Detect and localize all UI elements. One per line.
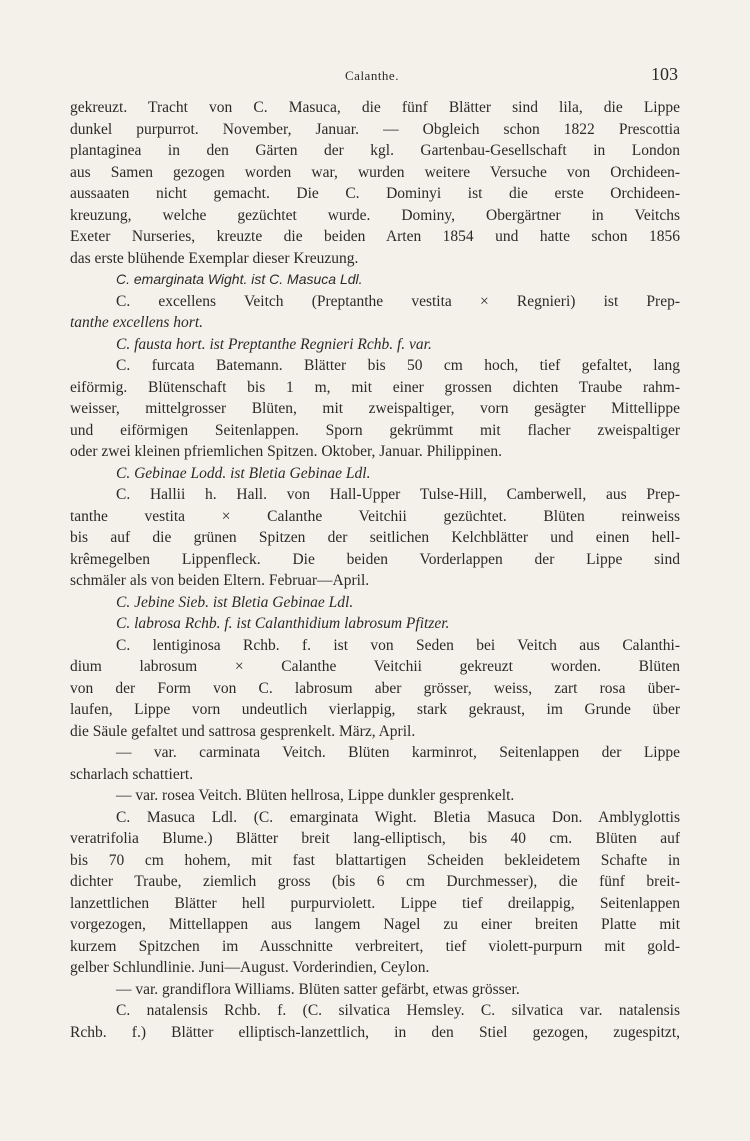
entry-line: C. excellens Veitch (Preptanthe vestita × Regnieri) ist Prep- [116, 292, 680, 310]
entry-line: — var. rosea Veitch. Blüten hellrosa, Lippe dunkler gesprenkelt. [116, 787, 515, 804]
text-line: tanthe excellens hort. [70, 314, 203, 331]
text-line: gelber Schlundlinie. Juni—August. Vorderindien, Ceylon. [70, 959, 430, 976]
page-header [0, 64, 750, 88]
text-line: schmäler als von beiden Eltern. Februar—April. [70, 572, 370, 589]
text-line: tanthe vestita × Calanthe Veitchii gezüchtet. Blüten reinweiss [70, 507, 680, 525]
text-line: aus Samen gezogen worden war, wurden weitere Versuche von Orchideen- [70, 163, 680, 181]
page-number: 103 [651, 64, 678, 84]
running-title: Calanthe. [345, 68, 399, 83]
entry-line: C. labrosa Rchb. f. ist Calanthidium labrosum Pfitzer. [116, 615, 450, 632]
text-line: oder zwei kleinen pfriemlichen Spitzen. Oktober, Januar. Philippinen. [70, 443, 502, 460]
text-line: dium labrosum × Calanthe Veitchii gekreuzt worden. Blüten [70, 658, 680, 675]
entry-line: C. furcata Batemann. Blätter bis 50 cm hoch, tief gefaltet, lang [116, 357, 680, 374]
entry-line: C. lentiginosa Rchb. f. ist von Seden bei Veitch aus Calanthi- [116, 636, 680, 654]
text-line: lanzettlichen Blätter hell purpurviolett. Lippe tief dreilappig, Seitenlappen [70, 894, 680, 912]
text-line: kurzem Spitzchen im Ausschnitte verbreitert, tief violett-purpurn mit gold- [70, 937, 680, 955]
text-line: das erste blühende Exemplar dieser Kreuzung. [70, 249, 359, 267]
text-line: krêmegelben Lippenfleck. Die beiden Vorderlappen der Lippe sind [70, 550, 680, 568]
text-line: laufen, Lippe vorn undeutlich vierlappig, stark gekraust, im Grunde über [70, 701, 680, 718]
entry-line: — var. grandiflora Williams. Blüten satter gefärbt, etwas grösser. [116, 980, 520, 998]
text-line: bis auf die grünen Spitzen der seitlichen Kelchblätter und einen hell- [70, 529, 680, 546]
text-line: dunkel purpurrot. November, Januar. — Obgleich schon 1822 Prescottia [70, 120, 680, 138]
text-line: die Säule gefaltet und sattrosa gesprenkelt. März, April. [70, 722, 416, 740]
entry-line: C. emarginata Wight. ist C. Masuca Ldl. [116, 271, 363, 287]
text-line: gekreuzt. Tracht von C. Masuca, die fünf Blätter sind lila, die Lippe [70, 99, 680, 116]
text-line: plantaginea in den Gärten der kgl. Gartenbau-Gesellschaft in London [70, 142, 680, 159]
text-line: bis 70 cm hohem, mit fast blattartigen Scheiden bekleidetem Schafte in [70, 851, 680, 869]
entry-line: C. Masuca Ldl. (C. emarginata Wight. Bletia Masuca Don. Amblyglottis [116, 808, 680, 826]
entry-line: — var. carminata Veitch. Blüten karminrot, Seitenlappen der Lippe [116, 744, 680, 761]
text-line: veratrifolia Blume.) Blätter breit lang-elliptisch, bis 40 cm. Blüten auf [70, 830, 680, 847]
text-line: dichter Traube, ziemlich gross (bis 6 cm Durchmesser), die fünf breit- [70, 873, 680, 890]
entry-line: C. Gebinae Lodd. ist Bletia Gebinae Ldl. [116, 464, 371, 482]
text-line: Exeter Nurseries, kreuzte die beiden Arten 1854 und hatte schon 1856 [70, 228, 680, 245]
text-line: vorgezogen, Mittellappen aus langem Nagel zu einer breiten Platte mit [70, 916, 680, 933]
text-line: scharlach schattiert. [70, 765, 194, 783]
entry-line: C. natalensis Rchb. f. (C. silvatica Hemsley. C. silvatica var. natalensis [116, 1002, 680, 1019]
text-line: aussaaten nicht gemacht. Die C. Dominyi ist die erste Orchideen- [70, 185, 680, 202]
text-line: weisser, mittelgrosser Blüten, mit zweispaltiger, vorn gesägter Mittellippe [70, 400, 680, 417]
text-line: eiförmig. Blütenschaft bis 1 m, mit einer grossen dichten Traube rahm- [70, 378, 680, 396]
text-line: von der Form von C. labrosum aber grösser, weiss, zart rosa über- [70, 679, 680, 697]
text-line: Rchb. f.) Blätter elliptisch-lanzettlich, in den Stiel gezogen, zugespitzt, [70, 1023, 680, 1041]
entry-line: C. fausta hort. ist Preptanthe Regnieri Rchb. f. var. [116, 335, 432, 353]
text-line: kreuzung, welche gezüchtet wurde. Dominy, Obergärtner in Veitchs [70, 206, 680, 224]
body-text [70, 97, 680, 1043]
text-line: und eiförmigen Seitenlappen. Sporn gekrümmt mit flacher zweispaltiger [70, 421, 680, 439]
entry-line: C. Hallii h. Hall. von Hall-Upper Tulse-Hill, Camberwell, aus Prep- [116, 486, 680, 503]
entry-line: C. Jebine Sieb. ist Bletia Gebinae Ldl. [116, 593, 354, 611]
